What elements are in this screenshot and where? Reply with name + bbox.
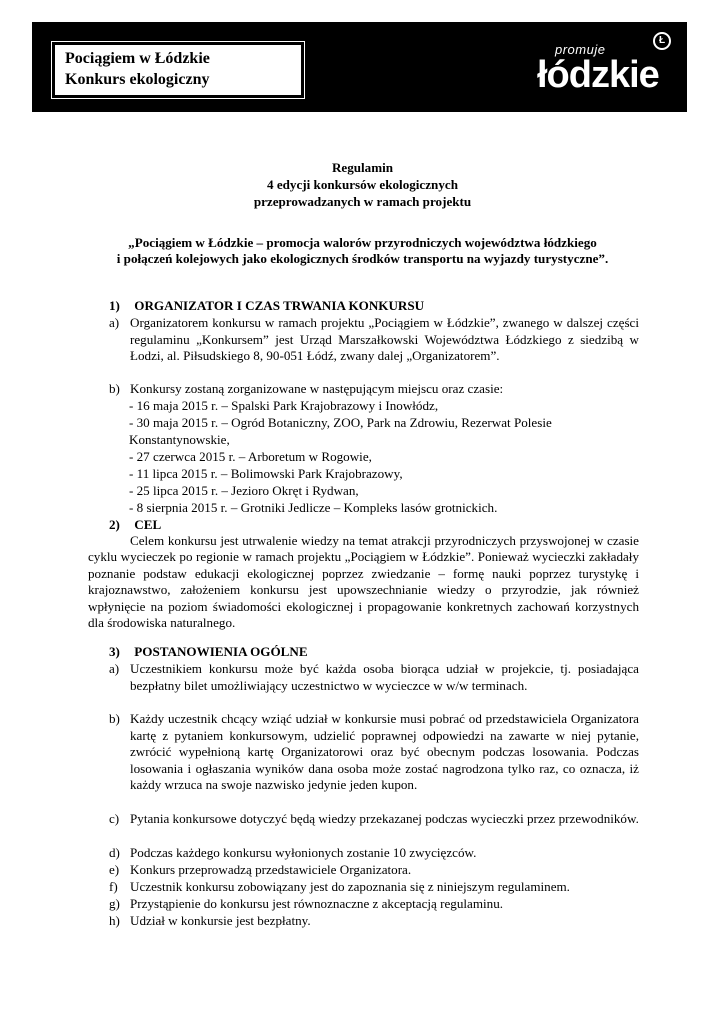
section-title: CEL [134, 517, 162, 532]
project-name-line2: i połączeń kolejowych jako ekologicznych środków transportu na wyjazdy turystyczne”. [116, 251, 609, 266]
section-1-item-a [109, 315, 639, 365]
section-3-item-b [109, 711, 639, 794]
item-text: Przystąpienie do konkursu jest równoznaczne z akceptacją regulaminu. [130, 896, 504, 911]
section-3-item-a [109, 661, 639, 694]
logo-text-small: promuje [555, 42, 606, 57]
section-3-item-g [109, 896, 639, 913]
doc-title: Regulamin [331, 160, 394, 175]
item-text: Uczestnikiem konkursu może być każda osoba biorąca udział w projekcie, tj. posiadająca bezpłatny bilet umożliwiający uczestnictwo w wycieczce w w/w terminach. [130, 661, 639, 693]
project-title-line1: Pociągiem w Łódzkie [65, 50, 210, 67]
section-2-paragraph: Celem konkursu jest utrwalenie wiedzy na temat atrakcji przyrodniczych przyswojonej w czasie cyklu wycieczek po regionie w ramach projektu „Pociągiem w Łódzkie”. Ponieważ wycieczki zakładały poznanie podstaw edukacji ekologicznej poprzez zwiedzanie – formę nauki poprzez turystykę i krajoznawstwo, założeniem konkursu jest upowszechnianie wiedzy o przyrodzie, jak również wpłynięcie na poziom świadomości ekologicznej i propagowanie konkretnych zachowań korzystnych dla środowiska naturalnego. [88, 533, 639, 631]
item-text: Organizatorem konkursu w ramach projektu „Pociągiem w Łódzkie”, zwanego w dalszej części regulaminu „Konkursem” jest Urząd Marszałkowski Województwa Łódzkiego z siedzibą w Łodzi, al. Piłsudskiego 8, 90-051 Łódź, zwany dalej „Organizatorem”. [130, 315, 639, 363]
item-text: Udział w konkursie jest bezpłatny. [130, 913, 311, 928]
section-3-item-c [109, 811, 639, 828]
project-name-line1: „Pociągiem w Łódzkie – promocja walorów przyrodniczych województwa łódzkiego [128, 235, 597, 250]
section-1-item-b [109, 381, 639, 398]
section-title: POSTANOWIENIA OGÓLNE [134, 644, 308, 659]
item-text: Uczestnik konkursu zobowiązany jest do zapoznania się z niniejszym regulaminem. [130, 879, 570, 894]
promuje-lodzkie-logo [533, 32, 673, 104]
item-letter: b) [109, 381, 120, 396]
section-2-heading [109, 517, 161, 533]
item-text: Każdy uczestnik chcący wziąć udział w konkursie musi pobrać od przedstawiciela Organizatora kartę z pytaniem konkursowym, udzielić poprawnej odpowiedzi na zawarte w niej pytanie, zwrócić wypełnioną kartę Organizatorowi oraz być obecnym podczas losowania. Podczas losowania i ogłaszania wyników dana osoba może zostać nagrodzona tylko raz, co oznacza, iż każdy wrzuca na swoje nazwisko jedynie jeden kupon. [130, 711, 639, 792]
project-title-line2: Konkurs ekologiczny [65, 71, 210, 88]
item-letter: a) [109, 661, 120, 676]
section-title: ORGANIZATOR I CZAS TRWANIA KONKURSU [134, 298, 425, 313]
item-letter: e) [109, 862, 120, 877]
item-letter: c) [109, 811, 120, 826]
date-line: - 27 czerwca 2015 r. – Arboretum w Rogowie, [129, 449, 372, 464]
logo-mark-icon: Ł [653, 32, 671, 50]
item-text: Konkurs przeprowadzą przedstawiciele Organizatora. [130, 862, 412, 877]
item-letter: f) [109, 879, 118, 894]
doc-subtitle-1: 4 edycji konkursów ekologicznych [267, 177, 458, 192]
item-text: Konkursy zostaną zorganizowane w następującym miejscu oraz czasie: [130, 381, 504, 396]
date-line: Konstantynowskie, [129, 432, 230, 447]
section-3-item-f [109, 879, 639, 896]
section-3-heading [109, 644, 308, 660]
section-3-item-h [109, 913, 639, 930]
item-letter: g) [109, 896, 120, 911]
date-line: - 8 sierpnia 2015 r. – Grotniki Jedlicze – Kompleks lasów grotnickich. [129, 500, 498, 515]
project-title-box [54, 44, 302, 96]
doc-subtitle-2: przeprowadzanych w ramach projektu [253, 194, 472, 209]
section-number: 3) [109, 644, 120, 659]
section-number: 2) [109, 517, 120, 532]
section-3-item-e [109, 862, 639, 879]
section-3-item-d [109, 845, 639, 862]
item-letter: d) [109, 845, 120, 860]
date-line: - 30 maja 2015 r. – Ogród Botaniczny, ZOO, Park na Zdrowiu, Rezerwat Polesie [129, 415, 552, 430]
logo-text-big: łódzkie [537, 54, 659, 96]
item-letter: h) [109, 913, 120, 928]
item-text: Pytania konkursowe dotyczyć będą wiedzy przekazanej podczas wycieczki przez przewodników. [130, 811, 639, 826]
date-line: - 16 maja 2015 r. – Spalski Park Krajobrazowy i Inowłódz, [129, 398, 439, 413]
section-number: 1) [109, 298, 120, 313]
item-letter: a) [109, 315, 120, 330]
date-line: - 11 lipca 2015 r. – Bolimowski Park Krajobrazowy, [129, 466, 403, 481]
date-line: - 25 lipca 2015 r. – Jezioro Okręt i Rydwan, [129, 483, 359, 498]
item-letter: b) [109, 711, 120, 726]
header-banner [32, 22, 687, 112]
item-text: Podczas każdego konkursu wyłonionych zostanie 10 zwycięzców. [130, 845, 477, 860]
section-1-heading [109, 298, 424, 314]
